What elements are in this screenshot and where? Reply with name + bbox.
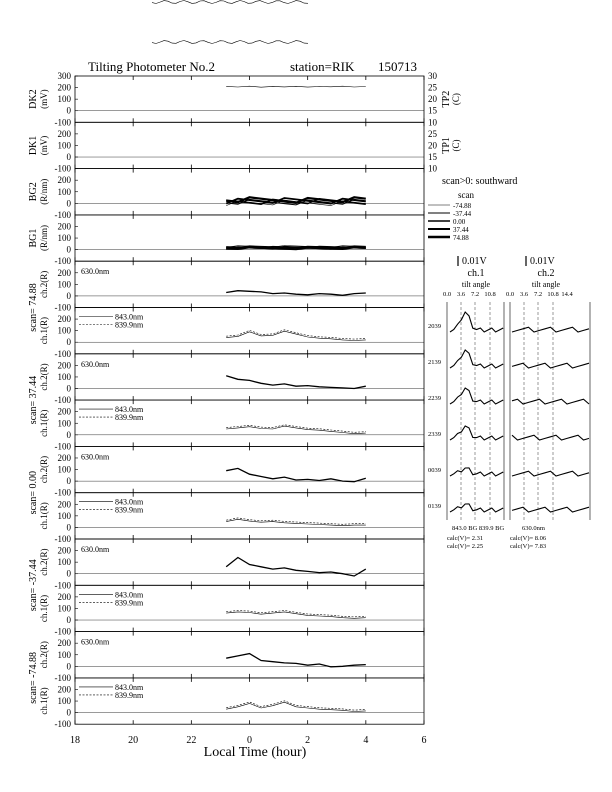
wl-630-label: 630.0nm	[81, 359, 110, 369]
panel-frame	[75, 446, 424, 492]
top-trace	[152, 1, 308, 4]
ch2-630-series	[226, 468, 366, 481]
y-tick-label: 100	[57, 140, 71, 151]
ch1-843-series	[226, 331, 366, 340]
y-tick-label: 200	[57, 221, 71, 232]
scan-label: scan= 74.88	[28, 283, 39, 332]
panel-frame	[75, 261, 424, 307]
y-tick-label: 0	[66, 568, 71, 579]
wl-630-label: 630.0nm	[81, 545, 110, 554]
calc1-ch2: calc(V)= 8.06	[510, 535, 547, 542]
wl-843-label: 843.0nm	[115, 682, 144, 692]
y-tick-label: -100	[54, 487, 71, 498]
y-tick-label: 200	[57, 591, 71, 602]
dk1-label: DK1	[28, 135, 39, 156]
temp-tick-label: 10	[428, 117, 437, 128]
tilt-tick: 0.0	[505, 291, 515, 298]
y-tick-label: -100	[54, 626, 71, 637]
panel-frame	[75, 632, 424, 678]
y-tick-label: 200	[57, 499, 71, 510]
wl-839-label: 839.9nm	[115, 320, 144, 330]
panel-frame	[75, 215, 424, 261]
scan-legend	[428, 202, 472, 242]
y-tick-label: 0	[66, 105, 71, 116]
scan-label: scan= 0.00	[28, 470, 39, 515]
y-tick-label: 0	[66, 337, 71, 348]
ch1-843-series	[226, 612, 366, 618]
legend-item: 0.00	[453, 218, 466, 226]
inset-ch1-profile	[450, 350, 503, 368]
y-tick-label: 300	[57, 71, 71, 81]
inset-ch2-profile	[512, 471, 589, 476]
y-tick-label: 100	[57, 464, 71, 475]
y-tick-label: -100	[54, 302, 71, 313]
inset-time: 0039	[428, 467, 441, 474]
y-tick-label: 100	[57, 418, 71, 429]
panel-frame	[75, 169, 424, 215]
tilt-tick: 0.0	[442, 291, 452, 298]
ch2-axis-label: ch.2(R)	[39, 270, 49, 298]
tp1-label: TP1	[441, 137, 452, 154]
wl-630-label: 630.0nm	[81, 267, 110, 277]
dk2-label: DK2	[28, 89, 39, 109]
y-tick-label: 0	[66, 244, 71, 255]
y-tick-label: -100	[54, 534, 71, 544]
wl-843-label: 843.0nm	[115, 590, 144, 600]
bg2-label: BG2	[28, 182, 39, 202]
legend-title: scan	[458, 190, 474, 200]
panel-frame	[75, 76, 424, 122]
x-tick-label: 2	[305, 735, 311, 746]
ch1-axis-label: ch.1(R)	[39, 409, 49, 437]
y-tick-label: 0	[66, 290, 71, 301]
y-tick-label: 200	[57, 267, 71, 278]
scan-label: scan= -37.44	[28, 559, 39, 612]
ch1-axis-label: ch.1(R)	[39, 687, 49, 715]
ch2-630-series	[226, 558, 366, 577]
inset-ch2: ch.2	[537, 268, 555, 279]
panel-frame	[75, 539, 424, 585]
legend-item: -74.88	[453, 202, 472, 210]
y-tick-label: 0	[66, 198, 71, 209]
y-tick-label: -100	[54, 256, 71, 267]
temp-tick-label: 25	[428, 82, 437, 93]
wl-839-label: 839.9nm	[115, 413, 144, 423]
inset-ch2-profile	[512, 399, 589, 404]
ch2-630-series	[226, 291, 366, 296]
wl-839-label: 839.9nm	[115, 598, 144, 608]
inset-time: 2139	[428, 359, 441, 366]
x-tick-label: 22	[186, 735, 197, 746]
wl-630-label: 630.0nm	[81, 637, 110, 647]
tilt-tick: 3.6	[519, 291, 529, 298]
y-tick-label: -100	[54, 672, 71, 683]
y-tick-label: -100	[54, 395, 71, 406]
y-tick-label: 100	[57, 696, 71, 707]
calc1-ch1: calc(V)= 2.31	[447, 535, 484, 542]
inset-time: 2239	[428, 395, 441, 402]
inset-ch1-profile	[450, 388, 503, 404]
tilt-tick: 7.2	[470, 291, 480, 298]
wl-843-label: 843.0nm	[115, 405, 144, 415]
temp-tick-label: 10	[428, 163, 437, 174]
panel-frame	[75, 122, 424, 168]
ch2-630-series	[226, 376, 366, 389]
tp2-label: TP2	[441, 90, 452, 108]
top-traces	[152, 1, 308, 44]
y-tick-label: 0	[66, 661, 71, 672]
scale-ch1: 0.01V	[462, 256, 487, 267]
y-tick-label: 200	[57, 175, 71, 186]
legend-note: scan>0: southward	[442, 176, 518, 187]
temp-tick-label: 25	[428, 128, 437, 139]
tilt-label-ch1: tilt angle	[461, 280, 491, 289]
y-tick-label: 0	[66, 383, 71, 394]
y-tick-label: -100	[54, 580, 71, 591]
scan-label: scan= -74.88	[28, 652, 39, 704]
tp1-unit: (C)	[451, 139, 461, 152]
ch2-630-series	[226, 654, 366, 667]
y-tick-label: 100	[57, 325, 71, 336]
inset-ch1-profile	[450, 504, 503, 512]
inset-time: 2339	[428, 431, 441, 438]
inset-ch2-profile	[512, 435, 589, 440]
x-axis-label: Local Time (hour)	[203, 745, 307, 760]
wl-839-label: 839.9nm	[115, 505, 144, 515]
y-tick-label: 200	[57, 82, 71, 93]
temp-tick-label: 15	[428, 105, 437, 116]
y-tick-label: 200	[57, 452, 71, 463]
y-tick-label: 0	[66, 476, 71, 487]
panel-frame	[75, 354, 424, 400]
top-trace	[152, 41, 308, 44]
x-tick-label: 20	[128, 735, 139, 746]
ch2-axis-label: ch.2(R)	[39, 548, 49, 576]
tilt-inset	[428, 256, 590, 550]
y-tick-label: 200	[57, 314, 71, 325]
y-tick-label: 200	[57, 360, 71, 371]
ch2-axis-label: ch.2(R)	[39, 455, 49, 484]
temp-tick-label: 20	[428, 140, 437, 151]
inset-ch2-profile	[512, 507, 589, 512]
ch1-839-series	[226, 330, 366, 339]
wl-843-label: 843.0nm	[115, 312, 144, 322]
bg2-unit: (R/nm)	[39, 178, 49, 205]
y-tick-label: 100	[57, 233, 71, 244]
y-tick-label: 0	[66, 152, 71, 163]
bg1-unit: (R/nm)	[39, 225, 49, 252]
y-tick-label: 100	[57, 94, 71, 105]
y-tick-label: 100	[57, 603, 71, 614]
scale-ch2: 0.01V	[530, 256, 555, 267]
wl-839-label: 839.9nm	[115, 690, 144, 700]
y-tick-label: 200	[57, 406, 71, 417]
tilt-tick: 7.2	[533, 291, 543, 298]
ch1-axis-label: ch.1(R)	[39, 594, 49, 623]
inset-ch1: ch.1	[467, 268, 485, 279]
panels	[28, 71, 461, 729]
inset-time: 2039	[428, 323, 441, 330]
inset-bottom-ch2: 630.0nm	[522, 525, 545, 532]
y-tick-label: 200	[57, 545, 71, 556]
inset-ch1-profile	[450, 426, 503, 440]
ch1-axis-label: ch.1(R)	[39, 502, 49, 530]
x-tick-label: 4	[363, 735, 369, 746]
y-tick-label: 100	[57, 649, 71, 660]
y-tick-label: 0	[66, 615, 71, 626]
x-tick-label: 6	[421, 735, 427, 746]
legend-item: 74.88	[453, 234, 469, 242]
wl-843-label: 843.0nm	[115, 497, 144, 507]
dk2-unit: (mV)	[39, 89, 49, 109]
dk2-series	[226, 86, 366, 87]
tilt-tick: 14.4	[561, 291, 573, 298]
y-tick-label: 0	[66, 429, 71, 440]
date-label: 150713	[378, 59, 417, 74]
y-tick-label: 0	[66, 522, 71, 533]
y-tick-label: -100	[54, 719, 71, 730]
temp-tick-label: 15	[428, 152, 437, 163]
y-tick-label: -100	[54, 348, 71, 359]
inset-bottom-ch1: 843.0 BG 839.9 BG	[452, 525, 505, 532]
inset-ch2-profile	[512, 327, 589, 332]
inset-ch1-profile	[450, 312, 503, 332]
inset-time: 0139	[428, 503, 441, 510]
y-tick-label: 100	[57, 510, 71, 521]
tilt-tick: 3.6	[456, 291, 466, 298]
bg1-label: BG1	[28, 228, 39, 248]
ch2-axis-label: ch.2(R)	[39, 641, 49, 669]
x-tick-label: 0	[247, 735, 252, 746]
y-tick-label: -100	[54, 117, 71, 128]
x-tick-label: 18	[70, 735, 80, 746]
tilt-tick: 10.8	[484, 291, 496, 298]
scan-label: scan= 37.44	[28, 375, 39, 425]
calc2-ch1: calc(V)= 2.25	[447, 543, 484, 550]
y-tick-label: -100	[54, 441, 71, 452]
y-tick-label: 0	[66, 707, 71, 718]
chart-title: Tilting Photometer No.2	[88, 59, 216, 74]
ch1-843-series	[226, 702, 366, 711]
ch1-843-series	[226, 519, 366, 525]
ch2-axis-label: ch.2(R)	[39, 363, 49, 391]
station-label: station=RIK	[290, 59, 355, 74]
legend-item: 37.44	[453, 226, 469, 234]
y-tick-label: -100	[54, 209, 71, 220]
tp2-unit: (C)	[451, 93, 461, 106]
inset-ch1-profile	[450, 468, 503, 476]
y-tick-label: 200	[57, 128, 71, 139]
inset-ch2-profile	[512, 363, 589, 368]
y-tick-label: 100	[57, 279, 71, 290]
ch1-843-series	[226, 426, 366, 434]
ch1-839-series	[226, 701, 366, 710]
y-tick-label: 200	[57, 638, 71, 649]
y-tick-label: -100	[54, 163, 71, 174]
calc2-ch2: calc(V)= 7.83	[510, 543, 547, 550]
tilt-tick: 10.8	[547, 291, 559, 298]
ch1-axis-label: ch.1(R)	[39, 317, 49, 345]
dk1-unit: (mV)	[39, 135, 49, 156]
y-tick-label: 100	[57, 371, 71, 382]
ch1-839-series	[226, 425, 366, 433]
tilt-label-ch2: tilt angle	[531, 280, 561, 289]
y-tick-label: 200	[57, 684, 71, 695]
temp-tick-label: 30	[428, 71, 437, 81]
y-tick-label: 100	[57, 186, 71, 197]
legend-item: -37.44	[453, 210, 472, 218]
temp-tick-label: 20	[428, 94, 437, 105]
wl-630-label: 630.0nm	[81, 452, 110, 462]
y-tick-label: 100	[57, 557, 71, 568]
